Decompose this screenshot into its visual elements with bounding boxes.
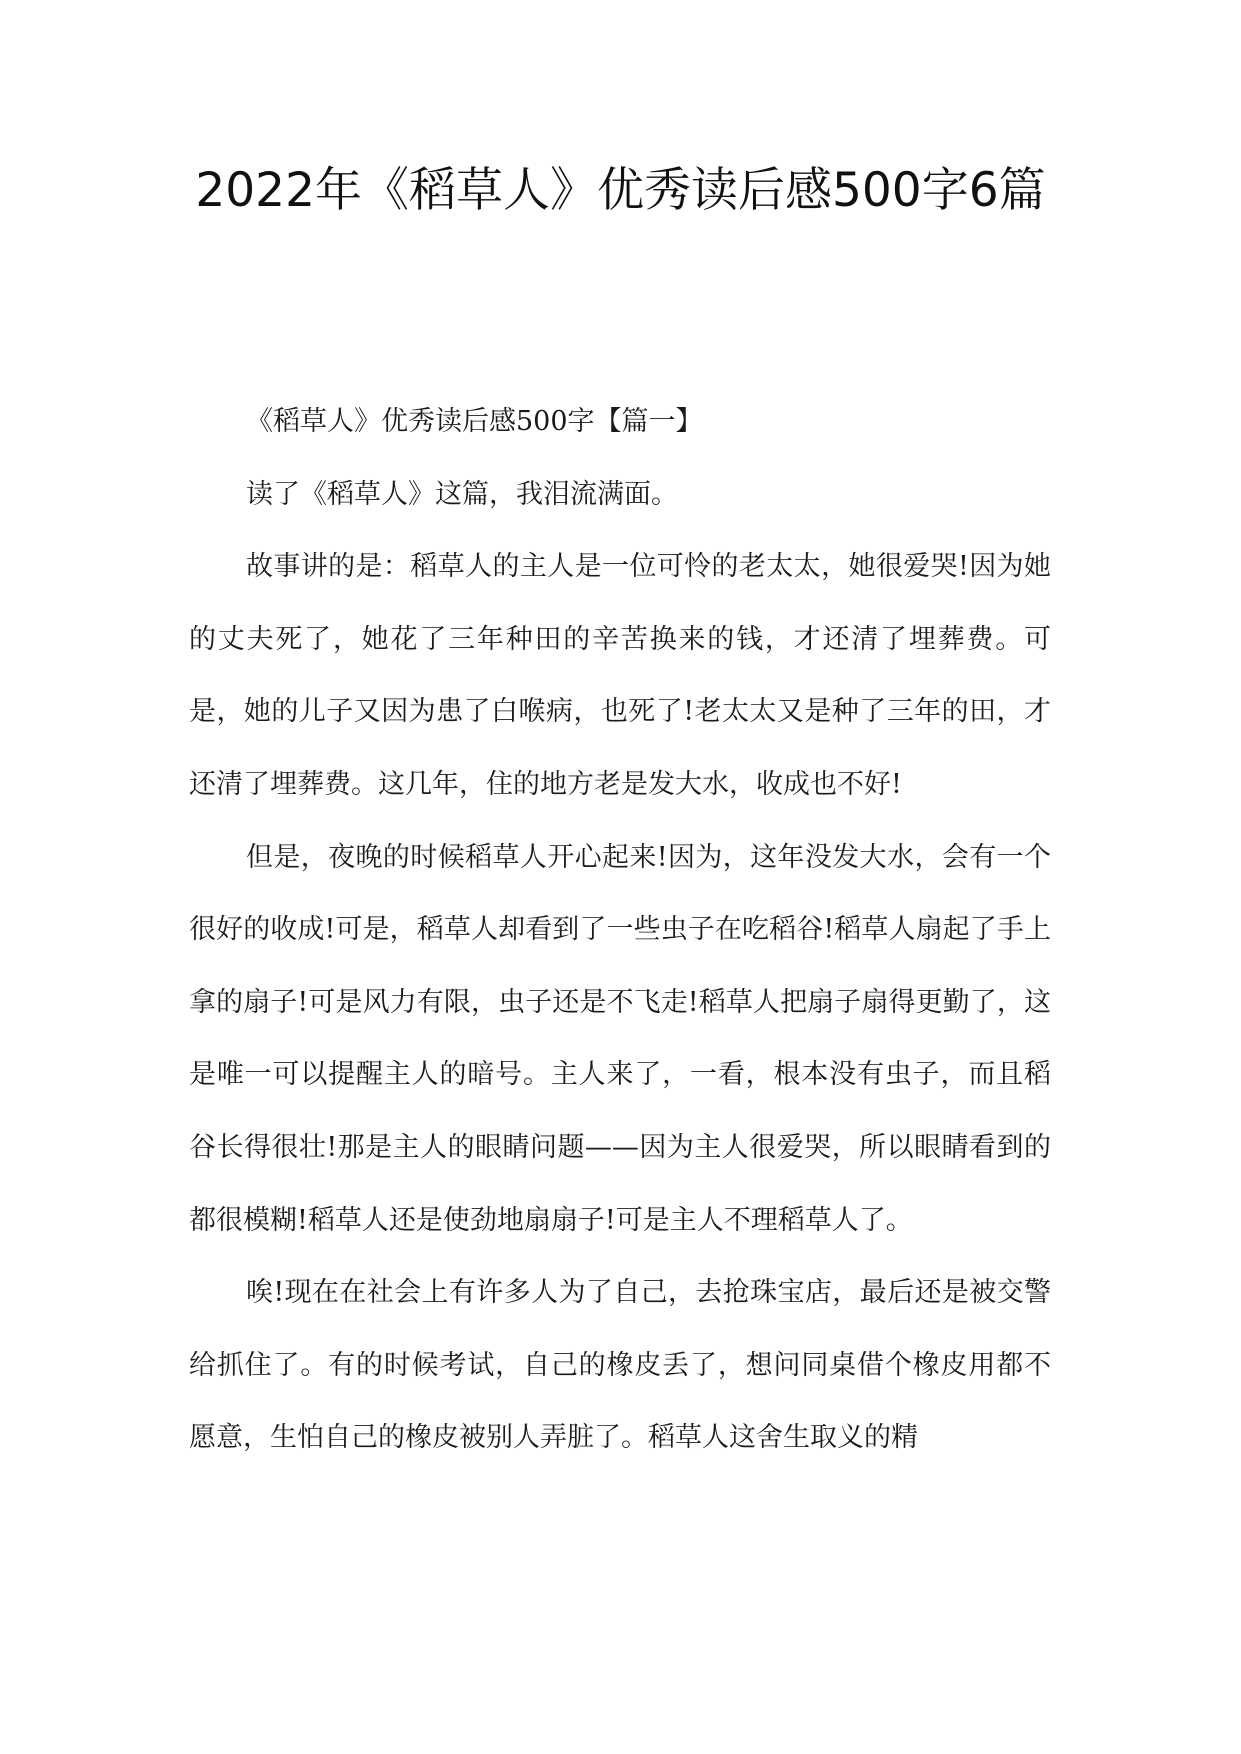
paragraph: 故事讲的是：稻草人的主人是一位可怜的老太太，她很爱哭!因为她的丈夫死了，她花了三年种田的辛苦换来的钱，才还清了埋葬费。可是，她的儿子又因为患了白喉病，也死了!老太太又是种了三年的田，才还清了埋葬费。这几年，住的地方老是发大水，收成也不好! xyxy=(189,551,1051,800)
document-title: 2022年《稻草人》优秀读后感500字6篇 xyxy=(195,163,1046,218)
paragraph: 读了《稻草人》这篇，我泪流满面。 xyxy=(246,478,678,510)
paragraph: 唉!现在在社会上有许多人为了自己，去抢珠宝店，最后还是被交警给抓住了。有的时候考试，自己的橡皮丢了，想问同桌借个橡皮用都不愿意，生怕自己的橡皮被别人弄脏了。稻草人这舍生取义的精 xyxy=(189,1277,1051,1454)
paragraph: 但是，夜晚的时候稻草人开心起来!因为，这年没发大水，会有一个很好的收成!可是，稻草人却看到了一些虫子在吃稻谷!稻草人扇起了手上拿的扇子!可是风力有限，虫子还是不飞走!稻草人把扇子扇得更勤了，这是唯一可以提醒主人的暗号。主人来了，一看，根本没有虫子，而且稻谷长得很壮!那是主人的眼睛问题——因为主人很爱哭，所以眼睛看到的都很模糊!稻草人还是使劲地扇扇子!可是主人不理稻草人了。 xyxy=(189,841,1051,1236)
section-heading: 《稻草人》优秀读后感500字【篇一】 xyxy=(246,406,703,437)
document-body xyxy=(189,386,1051,1475)
